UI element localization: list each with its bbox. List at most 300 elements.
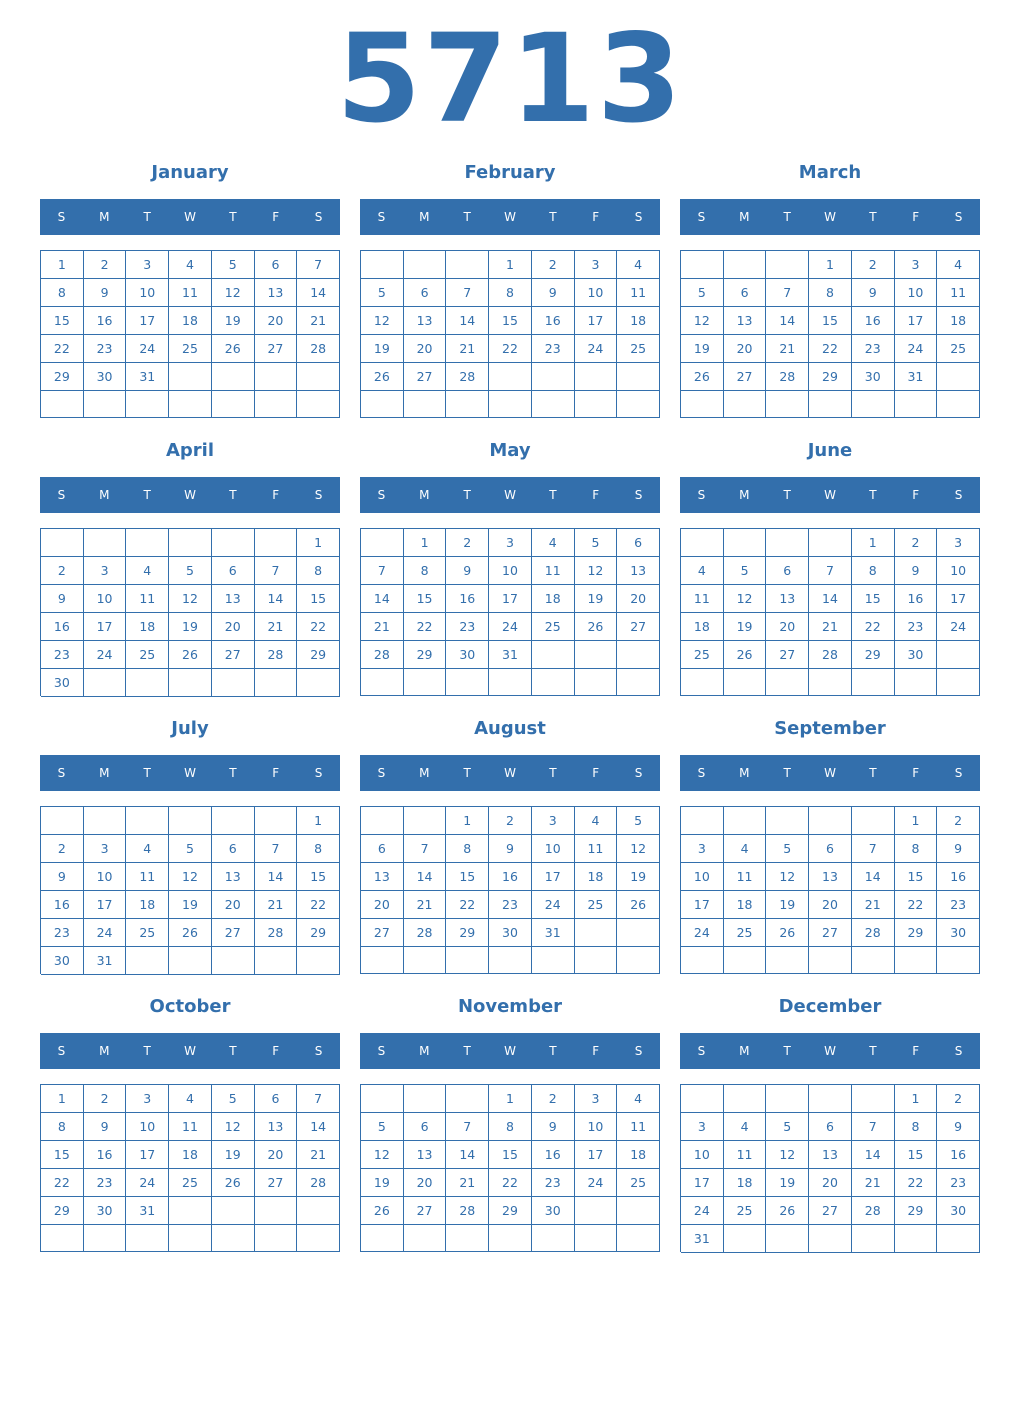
day-cell: 18 (532, 585, 575, 613)
day-cell (41, 807, 84, 835)
day-cell (84, 1225, 127, 1252)
day-cell: 26 (361, 1197, 404, 1225)
day-cell: 23 (84, 1169, 127, 1197)
day-cell: 7 (766, 279, 809, 307)
day-cell: 25 (617, 1169, 660, 1197)
day-cell: 26 (766, 919, 809, 947)
day-cell: 16 (532, 1141, 575, 1169)
day-cell (937, 1225, 980, 1253)
weekday-label: M (99, 488, 110, 502)
weekday-label: F (592, 1044, 600, 1058)
day-cell: 13 (404, 307, 447, 335)
day-cell (575, 391, 618, 418)
day-cell: 28 (404, 919, 447, 947)
weekday-label: T (783, 1044, 791, 1058)
day-cell: 22 (895, 891, 938, 919)
day-cell (446, 1225, 489, 1252)
day-cell: 6 (724, 279, 767, 307)
day-cell: 7 (852, 835, 895, 863)
day-cell (404, 391, 447, 418)
weekday-label: M (739, 210, 750, 224)
day-cell: 13 (255, 279, 298, 307)
day-cell: 1 (297, 529, 340, 557)
weekday-label: W (504, 1044, 516, 1058)
day-cell: 4 (532, 529, 575, 557)
day-cell: 2 (895, 529, 938, 557)
day-cell: 21 (446, 1169, 489, 1197)
day-cell: 26 (169, 919, 212, 947)
weekday-label: F (912, 488, 920, 502)
weekday-label: W (184, 1044, 196, 1058)
day-cell: 16 (852, 307, 895, 335)
weekday-label: M (739, 488, 750, 502)
day-cell (724, 251, 767, 279)
weekday-label: M (99, 210, 110, 224)
day-cell: 5 (575, 529, 618, 557)
day-cell: 6 (404, 279, 447, 307)
day-cell (809, 807, 852, 835)
day-cell: 27 (404, 1197, 447, 1225)
day-cell (852, 1225, 895, 1253)
month-name: September (774, 718, 886, 739)
day-cell (895, 669, 938, 696)
day-grid (40, 250, 340, 418)
day-cell: 17 (681, 1169, 724, 1197)
day-cell: 1 (489, 251, 532, 279)
day-cell: 1 (895, 807, 938, 835)
day-cell: 5 (169, 835, 212, 863)
day-cell: 1 (852, 529, 895, 557)
day-cell: 12 (617, 835, 660, 863)
day-cell: 11 (724, 863, 767, 891)
weekday-header (360, 755, 660, 791)
day-cell: 17 (126, 1141, 169, 1169)
day-grid (680, 1084, 980, 1252)
day-cell (617, 1225, 660, 1252)
day-cell: 16 (84, 307, 127, 335)
day-cell (297, 947, 340, 975)
day-cell: 3 (575, 251, 618, 279)
day-cell (446, 669, 489, 696)
day-cell: 10 (575, 279, 618, 307)
month-name: April (165, 440, 215, 461)
weekday-label: T (229, 210, 237, 224)
weekday-label: T (143, 488, 151, 502)
day-cell: 10 (895, 279, 938, 307)
day-cell: 13 (766, 585, 809, 613)
day-cell (532, 641, 575, 669)
day-cell (84, 669, 127, 697)
day-cell: 26 (212, 1169, 255, 1197)
day-grid (40, 806, 340, 974)
day-cell: 23 (84, 335, 127, 363)
day-cell: 11 (126, 863, 169, 891)
day-cell: 19 (766, 1169, 809, 1197)
month-name: June (807, 440, 853, 461)
day-cell: 12 (361, 307, 404, 335)
day-cell: 16 (41, 891, 84, 919)
day-cell: 30 (84, 363, 127, 391)
day-cell: 20 (809, 891, 852, 919)
day-cell (255, 529, 298, 557)
weekday-label: F (272, 1044, 280, 1058)
day-cell: 3 (532, 807, 575, 835)
day-cell (532, 1225, 575, 1252)
weekday-label: S (634, 210, 643, 224)
month-name: October (149, 996, 231, 1017)
day-cell (895, 947, 938, 974)
day-cell: 19 (681, 335, 724, 363)
day-cell (617, 1197, 660, 1225)
day-cell (617, 363, 660, 391)
day-cell: 10 (84, 863, 127, 891)
day-cell: 2 (41, 557, 84, 585)
day-cell: 20 (617, 585, 660, 613)
day-cell: 18 (575, 863, 618, 891)
day-cell: 1 (895, 1085, 938, 1113)
day-cell: 25 (724, 919, 767, 947)
day-cell (766, 669, 809, 696)
day-cell: 17 (937, 585, 980, 613)
day-cell (297, 669, 340, 697)
day-cell: 19 (766, 891, 809, 919)
day-cell (361, 529, 404, 557)
day-cell: 29 (895, 919, 938, 947)
day-cell: 7 (255, 835, 298, 863)
year-title: 5713 (336, 8, 684, 150)
day-cell (852, 947, 895, 974)
day-cell: 24 (575, 335, 618, 363)
weekday-label: S (954, 210, 963, 224)
month-name: January (151, 162, 229, 183)
day-cell: 28 (255, 919, 298, 947)
day-cell: 7 (852, 1113, 895, 1141)
day-cell: 3 (681, 1113, 724, 1141)
day-cell: 9 (895, 557, 938, 585)
day-cell (84, 807, 127, 835)
day-cell: 19 (361, 1169, 404, 1197)
day-cell: 27 (724, 363, 767, 391)
day-cell (446, 391, 489, 418)
day-cell: 4 (126, 557, 169, 585)
day-cell (446, 947, 489, 974)
day-cell: 28 (852, 1197, 895, 1225)
day-cell: 9 (41, 863, 84, 891)
day-cell: 31 (489, 641, 532, 669)
day-cell: 24 (575, 1169, 618, 1197)
day-cell: 30 (852, 363, 895, 391)
day-cell: 24 (126, 335, 169, 363)
day-cell: 16 (937, 863, 980, 891)
day-cell: 17 (84, 613, 127, 641)
day-cell: 18 (724, 1169, 767, 1197)
weekday-label: F (272, 210, 280, 224)
day-cell: 28 (809, 641, 852, 669)
day-cell: 25 (724, 1197, 767, 1225)
day-cell: 23 (489, 891, 532, 919)
day-cell: 26 (361, 363, 404, 391)
day-cell: 3 (84, 557, 127, 585)
day-cell: 21 (852, 1169, 895, 1197)
day-cell: 13 (724, 307, 767, 335)
day-cell: 27 (212, 919, 255, 947)
day-cell: 6 (212, 557, 255, 585)
weekday-label: S (57, 488, 66, 502)
day-cell: 15 (41, 307, 84, 335)
day-cell: 5 (724, 557, 767, 585)
day-cell (169, 391, 212, 418)
day-cell: 31 (895, 363, 938, 391)
day-cell: 20 (404, 1169, 447, 1197)
day-cell: 25 (617, 335, 660, 363)
day-cell: 24 (489, 613, 532, 641)
month-name: March (798, 162, 862, 183)
day-cell: 1 (489, 1085, 532, 1113)
day-cell: 5 (681, 279, 724, 307)
weekday-header (40, 1033, 340, 1069)
day-cell: 27 (617, 613, 660, 641)
day-cell (937, 641, 980, 669)
day-cell: 20 (212, 613, 255, 641)
day-cell (169, 807, 212, 835)
day-cell (724, 1085, 767, 1113)
day-cell: 27 (212, 641, 255, 669)
day-cell (212, 391, 255, 418)
weekday-label: M (419, 488, 430, 502)
day-cell: 14 (297, 279, 340, 307)
day-cell (766, 391, 809, 418)
weekday-label: W (504, 210, 516, 224)
day-cell: 17 (895, 307, 938, 335)
day-cell: 18 (169, 307, 212, 335)
month-name: November (457, 996, 563, 1017)
day-cell: 31 (84, 947, 127, 975)
day-cell (532, 669, 575, 696)
day-cell: 26 (724, 641, 767, 669)
day-cell: 13 (809, 1141, 852, 1169)
day-cell: 28 (361, 641, 404, 669)
day-cell: 8 (404, 557, 447, 585)
day-cell: 28 (446, 363, 489, 391)
day-cell (255, 947, 298, 975)
day-cell: 2 (84, 1085, 127, 1113)
day-cell: 30 (41, 669, 84, 697)
day-cell: 27 (255, 1169, 298, 1197)
day-cell: 29 (489, 1197, 532, 1225)
day-cell (724, 1225, 767, 1253)
day-cell: 22 (895, 1169, 938, 1197)
day-cell: 2 (937, 1085, 980, 1113)
day-cell: 1 (297, 807, 340, 835)
day-cell: 10 (575, 1113, 618, 1141)
day-cell: 9 (852, 279, 895, 307)
day-cell: 4 (617, 1085, 660, 1113)
day-cell (84, 391, 127, 418)
day-cell: 12 (361, 1141, 404, 1169)
day-cell (169, 669, 212, 697)
day-cell (212, 947, 255, 975)
day-cell (297, 1225, 340, 1252)
day-cell: 11 (681, 585, 724, 613)
day-cell (681, 391, 724, 418)
day-cell: 30 (937, 919, 980, 947)
day-cell: 14 (446, 307, 489, 335)
day-cell: 23 (532, 1169, 575, 1197)
day-cell: 2 (41, 835, 84, 863)
day-cell: 1 (809, 251, 852, 279)
weekday-label: M (419, 210, 430, 224)
day-cell: 4 (575, 807, 618, 835)
day-cell: 18 (617, 307, 660, 335)
day-cell (809, 947, 852, 974)
day-cell: 22 (297, 891, 340, 919)
day-cell: 16 (895, 585, 938, 613)
weekday-label: T (229, 488, 237, 502)
day-cell: 29 (297, 919, 340, 947)
day-cell: 15 (297, 585, 340, 613)
weekday-label: M (99, 1044, 110, 1058)
day-cell: 5 (617, 807, 660, 835)
day-cell: 22 (404, 613, 447, 641)
weekday-label: S (954, 766, 963, 780)
weekday-label: W (824, 210, 836, 224)
day-cell: 27 (809, 1197, 852, 1225)
day-cell: 2 (852, 251, 895, 279)
day-cell (724, 391, 767, 418)
weekday-label: F (592, 488, 600, 502)
day-cell (212, 1225, 255, 1252)
day-cell (404, 251, 447, 279)
day-cell: 15 (489, 1141, 532, 1169)
weekday-label: S (634, 766, 643, 780)
day-cell (766, 807, 809, 835)
day-cell: 26 (617, 891, 660, 919)
weekday-header (40, 755, 340, 791)
day-cell: 13 (361, 863, 404, 891)
day-cell: 18 (681, 613, 724, 641)
day-cell: 11 (169, 279, 212, 307)
day-cell: 29 (404, 641, 447, 669)
day-cell: 30 (489, 919, 532, 947)
day-cell: 21 (404, 891, 447, 919)
day-cell: 13 (404, 1141, 447, 1169)
day-cell (255, 1225, 298, 1252)
day-cell: 2 (84, 251, 127, 279)
day-cell: 9 (937, 1113, 980, 1141)
weekday-label: T (229, 1044, 237, 1058)
day-cell: 15 (489, 307, 532, 335)
day-cell (617, 641, 660, 669)
day-cell: 4 (937, 251, 980, 279)
day-cell: 9 (937, 835, 980, 863)
day-cell: 11 (724, 1141, 767, 1169)
day-cell: 14 (446, 1141, 489, 1169)
day-cell: 28 (446, 1197, 489, 1225)
day-cell (41, 391, 84, 418)
day-cell (766, 1225, 809, 1253)
day-cell: 22 (809, 335, 852, 363)
day-cell: 29 (895, 1197, 938, 1225)
weekday-label: F (592, 210, 600, 224)
day-cell (361, 251, 404, 279)
day-cell: 19 (575, 585, 618, 613)
day-cell: 12 (575, 557, 618, 585)
day-cell: 1 (41, 251, 84, 279)
day-cell: 13 (255, 1113, 298, 1141)
day-cell: 9 (489, 835, 532, 863)
weekday-header (360, 477, 660, 513)
day-cell (212, 669, 255, 697)
day-cell: 29 (446, 919, 489, 947)
day-cell (489, 1225, 532, 1252)
day-cell: 24 (84, 641, 127, 669)
day-cell: 29 (852, 641, 895, 669)
weekday-label: T (143, 1044, 151, 1058)
day-cell: 3 (681, 835, 724, 863)
day-cell: 21 (852, 891, 895, 919)
day-cell: 23 (895, 613, 938, 641)
day-cell: 3 (937, 529, 980, 557)
day-cell: 3 (84, 835, 127, 863)
day-cell: 10 (126, 1113, 169, 1141)
day-cell: 15 (404, 585, 447, 613)
day-cell: 15 (895, 863, 938, 891)
day-cell: 6 (617, 529, 660, 557)
month-name: May (489, 440, 531, 461)
day-cell: 6 (404, 1113, 447, 1141)
day-cell: 6 (809, 1113, 852, 1141)
day-cell: 10 (126, 279, 169, 307)
month-name: February (464, 162, 556, 183)
day-cell: 31 (681, 1225, 724, 1253)
weekday-label: T (869, 1044, 877, 1058)
day-cell: 5 (361, 279, 404, 307)
day-cell: 15 (41, 1141, 84, 1169)
day-cell: 3 (126, 1085, 169, 1113)
day-cell: 9 (84, 279, 127, 307)
day-cell: 14 (852, 863, 895, 891)
day-cell (617, 947, 660, 974)
day-cell (809, 669, 852, 696)
day-grid (680, 250, 980, 418)
day-cell: 5 (766, 835, 809, 863)
day-cell: 24 (895, 335, 938, 363)
day-cell: 21 (809, 613, 852, 641)
day-cell (532, 391, 575, 418)
day-cell: 12 (169, 863, 212, 891)
weekday-label: S (954, 488, 963, 502)
day-cell: 8 (852, 557, 895, 585)
day-cell: 10 (532, 835, 575, 863)
day-cell: 22 (852, 613, 895, 641)
day-cell (446, 251, 489, 279)
day-cell: 15 (852, 585, 895, 613)
day-cell: 4 (681, 557, 724, 585)
day-cell (575, 947, 618, 974)
day-cell (84, 529, 127, 557)
day-cell: 10 (937, 557, 980, 585)
day-cell (297, 1197, 340, 1225)
day-cell: 8 (297, 557, 340, 585)
day-cell: 1 (446, 807, 489, 835)
day-cell: 5 (169, 557, 212, 585)
day-cell: 11 (617, 279, 660, 307)
day-cell: 3 (489, 529, 532, 557)
day-cell (681, 251, 724, 279)
day-cell: 14 (297, 1113, 340, 1141)
weekday-label: W (824, 488, 836, 502)
day-cell: 26 (681, 363, 724, 391)
